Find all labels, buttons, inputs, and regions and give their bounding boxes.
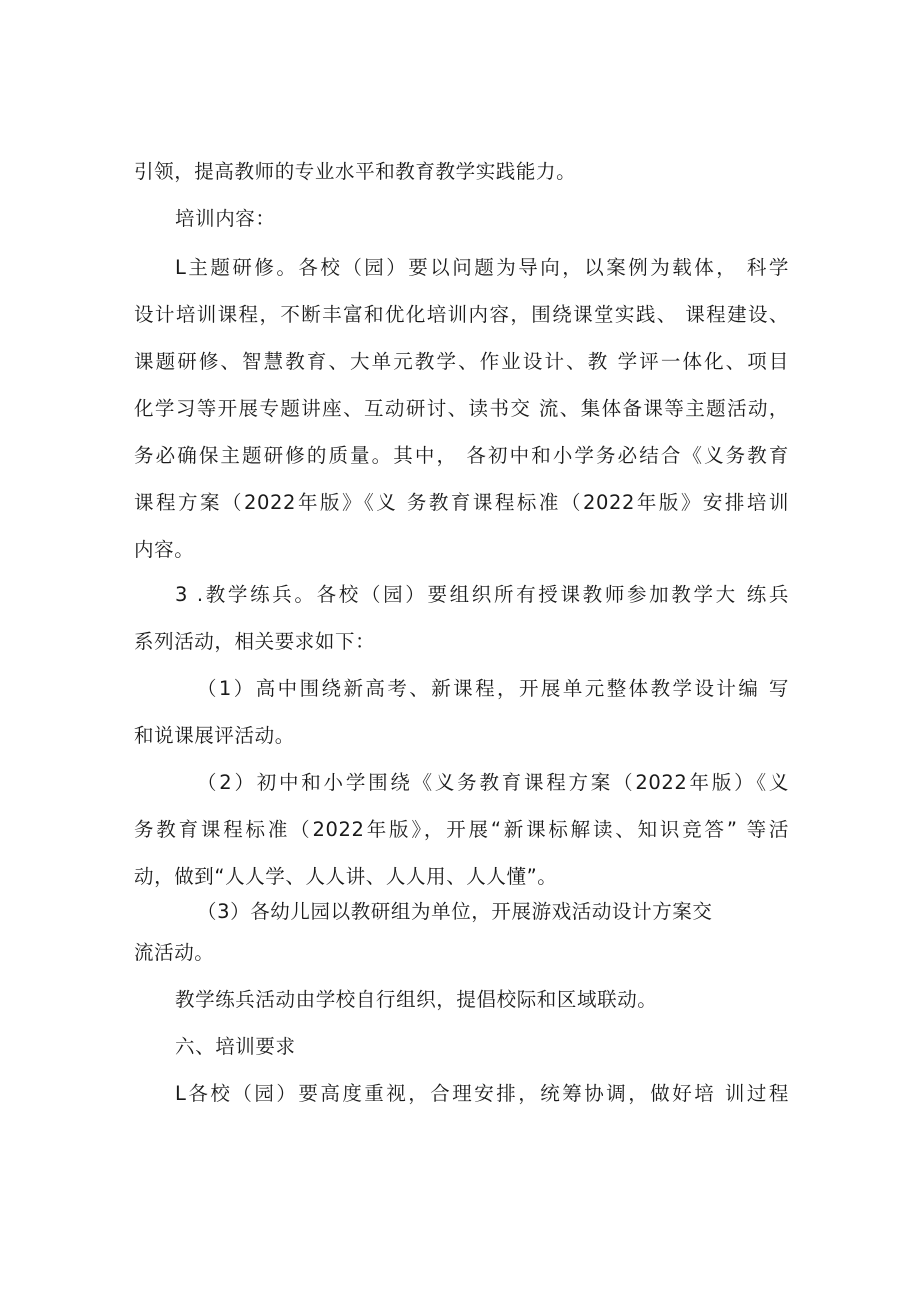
section-heading: 六、培训要求 <box>175 1035 296 1058</box>
text-line: 动，做到“人人学、人人讲、人人用、人人懂”。 <box>134 865 558 888</box>
section-label: 培训内容： <box>175 207 276 230</box>
text-line: 流活动。 <box>134 941 215 964</box>
text-line: 课程方案（2022年版》《义 务教育课程标准（2022年版》安排培训 <box>134 491 789 514</box>
text-line: 系列活动，相关要求如下： <box>134 630 376 653</box>
text-line: 务教育课程标准（2022年版》，开展“新课标解读、知识竞答” 等活 <box>134 818 789 841</box>
text-line: 内容。 <box>134 538 195 561</box>
text-line: 教学练兵活动由学校自行组织，提倡校际和区域联动。 <box>175 988 658 1011</box>
text-line: （3）各幼儿园以教研组为单位，开展游戏活动设计方案交 <box>197 900 713 923</box>
text-line: （2）初中和小学围绕《义务教育课程方案（2022年版）《义 <box>197 771 789 794</box>
text-line: （1）高中围绕新高考、新课程，开展单元整体教学设计编 写 <box>197 677 789 700</box>
text-line: 设计培训课程，不断丰富和优化培训内容，围绕课堂实践、 课程建设、 <box>134 303 789 326</box>
text-line: 化学习等开展专题讲座、互动研讨、读书交 流、集体备课等主题活动， <box>134 397 789 420</box>
text-line: 课题研修、智慧教育、大单元教学、作业设计、教 学评一体化、项目 <box>134 350 789 373</box>
text-line: 务必确保主题研修的质量。其中， 各初中和小学务必结合《义务教育 <box>134 444 789 467</box>
text-line: L主题研修。各校（园）要以问题为导向，以案例为载体， 科学 <box>175 256 789 279</box>
text-line: 引领，提高教师的专业水平和教育教学实践能力。 <box>134 160 577 183</box>
text-line: 和说课展评活动。 <box>134 724 295 747</box>
text-line: 3 .教学练兵。各校（园）要组织所有授课教师参加教学大 练兵 <box>175 583 789 606</box>
text-line: L各校（园）要高度重视，合理安排，统筹协调，做好培 训过程 <box>175 1082 789 1105</box>
